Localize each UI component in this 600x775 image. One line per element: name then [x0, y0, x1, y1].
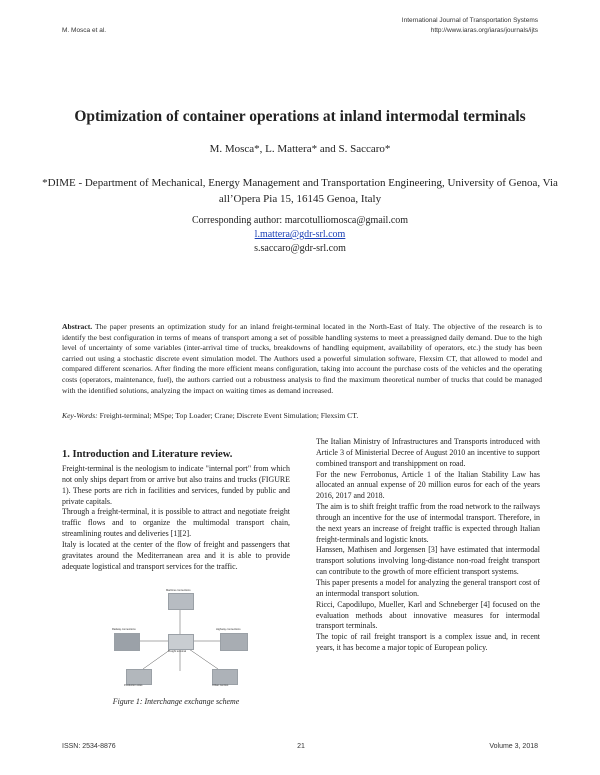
- highway-node: [220, 633, 248, 651]
- paragraph: Italy is located at the center of the flow of freight and passengers that gravitates around the Mediterranean area and it is able to provide adequate logistical and transport services for the traffic.: [62, 539, 290, 571]
- running-header-url: http://www.iaras.org/iaras/journals/ijts: [430, 27, 538, 34]
- running-header-authors: M. Mosca et al.: [62, 27, 107, 34]
- freight-terminal-node: [168, 634, 194, 650]
- corresponding-author: Corresponding author: marcotulliomosca@gmail.com: [191, 215, 409, 226]
- page-number: 21: [297, 743, 305, 750]
- figure-caption: Figure 1: Interchange exchange scheme: [112, 697, 240, 706]
- section-heading: 1. Introduction and Literature review.: [62, 449, 233, 460]
- right-column-text: [316, 437, 540, 654]
- figure-label: Urban centres: [212, 684, 229, 687]
- paragraph: Hanssen, Mathisen and Jorgensen [3] have estimated that intermodal transport solutions involving long-distance non-road freight transport can contribute to the growth of more efficient transport systems.: [316, 545, 540, 577]
- email-saccaro: s.saccaro@gdr-srl.com: [254, 243, 346, 254]
- keywords-label: Key-Words:: [62, 411, 98, 420]
- production-node: [126, 669, 152, 685]
- paragraph: This paper presents a model for analyzing the general transport cost of an intermodal transport solution.: [316, 577, 540, 598]
- figure-label: Production sites: [124, 684, 143, 687]
- email-link-mattera[interactable]: l.mattera@gdr-srl.com: [254, 229, 346, 240]
- abstract-text: The paper presents an optimization study for an inland freight-terminal located in the North-East of Italy. The objective of the research is to identify the best configuration in terms of means of transport among a set of possible handling systems to meet a preassigned daily demand. Due to the high level of uncertainty of some variables (inter-arrival time of trucks, breakdowns of handling equipment, availability of operators, etc.) the study has been carried out using a stochastic discrete event simulation model. The Authors used a powerful simulation software, Flexsim CT, that allowed to model and compared different scenarios. After finding the more efficient means configuration, taking into account the purchase costs of the vehicles and the operating costs (operators, maintenance, fuel), the authors carried out a robustness analysis to find the maximum theoretical number of trucks that could be managed with the identified solutions, analyzing the impact on waiting times as demand increased.: [62, 322, 543, 395]
- paragraph: The topic of rail freight transport is a complex issue and, in recent years, it has become a major topic of European policy.: [316, 632, 540, 653]
- running-header-journal: International Journal of Transportation Systems: [401, 17, 538, 24]
- affiliation: *DIME - Department of Mechanical, Energy Management and Transportation Engineering, University of Genoa, Via all’Opera Pia 15, 16145 Genoa, Italy: [42, 177, 558, 205]
- paragraph: Through a freight-terminal, it is possible to attract and negotiate freight traffic flows and to organize the multimodal transport chain, streamlining routes and deliveries [1][2].: [62, 507, 290, 539]
- paragraph: Freight-terminal is the neologism to indicate "internal port" from which not only ships depart from or arrive but also trains and trucks (FIGURE 1). These ports are rich in facilities and services, funded by public and private capitals.: [62, 464, 290, 506]
- abstract: [62, 322, 542, 396]
- footer-volume: Volume 3, 2018: [489, 743, 538, 750]
- left-column-text: [62, 464, 290, 572]
- keywords-text: Freight-terminal; MSpe; Top Loader; Crane; Discrete Event Simulation; Flexsim CT.: [99, 411, 359, 420]
- interchange-figure: [108, 589, 253, 689]
- figure-label: Freight terminal: [168, 650, 187, 653]
- keywords: [62, 411, 542, 420]
- paragraph: For the new Ferrobonus, Article 1 of the Italian Stability Law has allocated an annual expense of 20 million euros for each of the years 2016, 2017 and 2018.: [316, 469, 540, 501]
- abstract-label: Abstract.: [62, 322, 93, 331]
- paragraph: The aim is to shift freight traffic from the road network to the railways through an incentive for the use of intermodal transport. Therefore, in the next years an increase of freight traffic is expected through Italian freight-terminals and logistic knots.: [316, 502, 540, 544]
- paragraph: Ricci, Capodilupo, Mueller, Karl and Schneberger [4] focused on the evaluation methods about innovative measures for intermodal transport terminals.: [316, 599, 540, 631]
- urban-node: [212, 669, 238, 685]
- paper-title: Optimization of container operations at inland intermodal terminals: [74, 108, 526, 125]
- paragraph: The Italian Ministry of Infrastructures and Transports introduced with Article 3 of Ministerial Decree of August 2010 an incentive to support combined transport and transhippment on road.: [316, 437, 540, 468]
- maritime-node: [168, 593, 194, 610]
- railway-node: [114, 633, 140, 651]
- figure-label: Highway connections: [216, 628, 241, 631]
- figure-label: Maritime connections: [166, 589, 191, 592]
- footer-issn: ISSN: 2534-8876: [62, 743, 116, 750]
- figure-label: Railway connections: [112, 628, 136, 631]
- author-list: M. Mosca*, L. Mattera* and S. Saccaro*: [209, 143, 391, 155]
